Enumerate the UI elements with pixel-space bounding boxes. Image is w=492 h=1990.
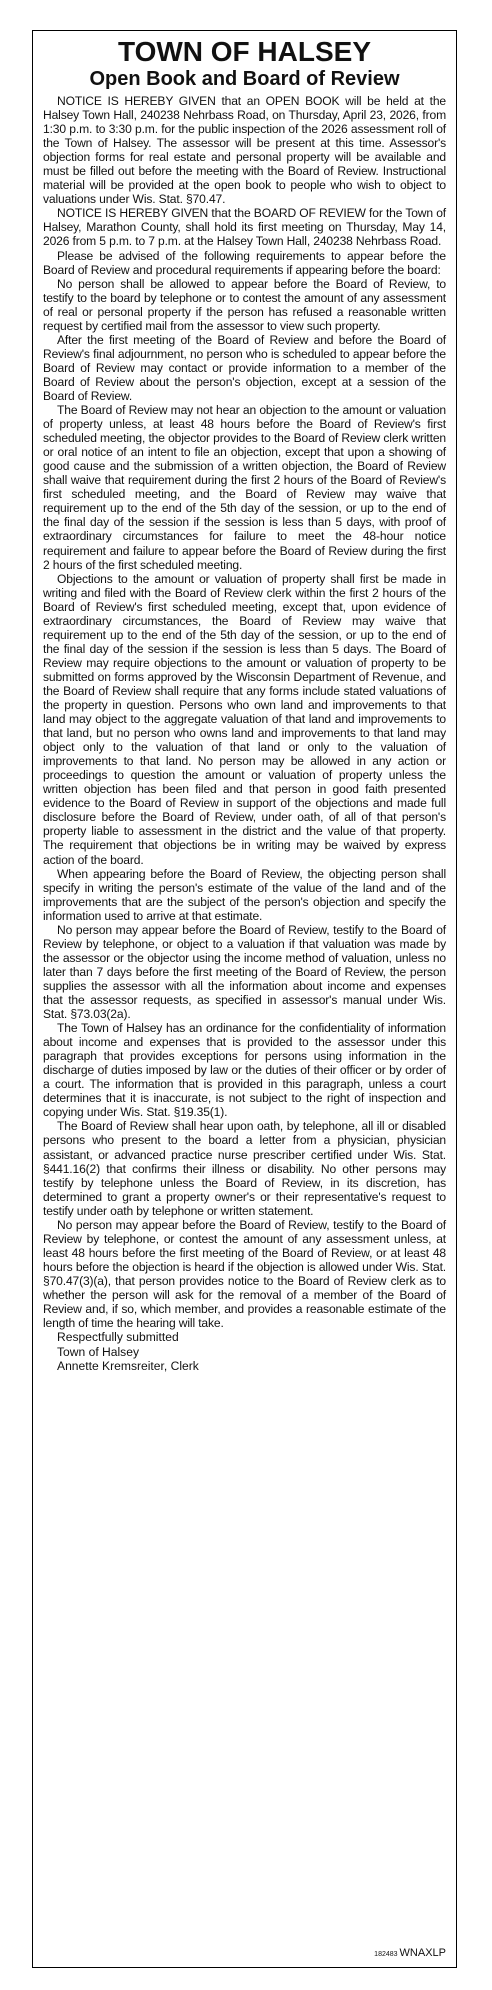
ad-number: 182483 — [374, 1951, 398, 1958]
ad-code: WNAXLP — [399, 1947, 446, 1959]
ad-identifier — [374, 1943, 446, 1961]
paragraph-open-book: NOTICE IS HEREBY GIVEN that an OPEN BOOK will be held at the Halsey Town Hall, 240238 Nehrbass Road, on Thursday, April 23, 2026, from 1:30 p.m. to 3:30 p.m. for the public inspection of the 2026 assessment roll of the Town of Halsey. The assessor will be present at this time. Assessor's objection forms for real estate and personal property will be available and must be filled out before the meeting with the Board of Review. Instructional material will be provided at the open book to people who wish to object to valuations under Wis. Stat. §70.47. — [43, 94, 446, 207]
paragraph-board-of-review: NOTICE IS HEREBY GIVEN that the BOARD OF REVIEW for the Town of Halsey, Marathon County, shall hold its first meeting on Thursday, May 14, 2026 from 5 p.m. to 7 p.m. at the Halsey Town Hall, 240238 Nehrbass Road. — [43, 206, 446, 249]
paragraph-48-hour-notice: The Board of Review may not hear an objection to the amount or valuation of property unless, at least 48 hours before the Board of Review's first scheduled meeting, the objector provides to the Board of Review clerk written or oral notice of an intent to file an objection, except that upon a showing of good cause and the submission of a written objection, the Board of Review shall waive that requirement during the first 2 hours of the Board of Review's first scheduled meeting, and the Board of Review may waive that requirement up to the end of the 5th day of the session, or up to the end of the final day of the session if the session is less than 5 days, with proof of extraordinary circumstances for failure to meet the 48-hour notice requirement and failure to appear before the Board of Review during the first 2 hours of the first scheduled meeting. — [43, 403, 446, 572]
paragraph-removal-of-member: No person may appear before the Board of Review, testify to the Board of Review by telephone, or contest the amount of any assessment unless, at least 48 hours before the first meeting of the Board of Review, or at least 48 hours before the objection is heard if the objection is allowed under Wis. Stat. §70.47(3)(a), that person provides notice to the Board of Review clerk as to whether the person will ask for the removal of a member of the Board of Review and, if so, which member, and provides a reasonable estimate of the length of time the hearing will take. — [43, 1217, 446, 1331]
notice-subtitle: Open Book and Board of Review — [89, 68, 400, 90]
notice-title: TOWN OF HALSEY — [117, 36, 372, 67]
paragraph-estimate-of-value: When appearing before the Board of Review, the objecting person shall specify in writing the person's estimate of the value of the land and of the improvements that are the subject of the person's objection and specify the information used to arrive at that estimate. — [43, 866, 446, 923]
signature-block — [43, 1330, 446, 1374]
paragraph-requirements-intro: Please be advised of the following requirements to appear before the Board of Review and procedural requirements if appearing before the board: — [43, 248, 446, 277]
paragraph-telephone-testimony: The Board of Review shall hear upon oath, by telephone, all ill or disabled persons who present to the board a letter from a physician, physician assistant, or advanced practice nurse prescriber certified under Wis. Stat. §441.16(2) that confirms their illness or disability. No other persons may testify by telephone unless the Board of Review, in its discretion, has determined to grant a property owner's or their representative's request to testify under oath by telephone or written statement. — [43, 1119, 446, 1218]
signature-clerk: Annette Kremsreiter, Clerk — [57, 1359, 199, 1374]
legal-notice — [32, 30, 457, 1968]
notice-body — [43, 94, 446, 1330]
paragraph-written-objections: Objections to the amount or valuation of property shall first be made in writing and filed with the Board of Review clerk within the first 2 hours of the Board of Review's first scheduled meeting, except that, upon evidence of extraordinary circumstances, the Board of Review may waive that requirement up to the end of the 5th day of the session, or up to the end of the final day of the session if the session is less than 5 days. The Board of Review may require objections to the amount or valuation of property to be submitted on forms approved by the Wisconsin Department of Revenue, and the Board of Review shall require that any forms include stated valuations of the property in question. Persons who own land and improvements to that land may object to the aggregate valuation of that land and improvements to that land, but no person who owns land and improvements to that land may object only to the valuation of that land or only to the valuation of improvements to that land. No person may be allowed in any action or proceedings to question the amount or valuation of property unless the written objection has been filed and that person in good faith presented evidence to the Board of Review in support of the objections and made full disclosure before the Board of Review, under oath, of all of that person's property liable to assessment in the district and the value of that property. The requirement that objections be in writing may be waived by express action of the board. — [43, 571, 446, 867]
paragraph-no-contact: After the first meeting of the Board of Review and before the Board of Review's final adjournment, no person who is scheduled to appear before the Board of Review may contact or provide information to a member of the Board of Review about the person's objection, except at a session of the Board of Review. — [43, 332, 446, 403]
paragraph-income-method: No person may appear before the Board of Review, testify to the Board of Review by telephone, or object to a valuation if that valuation was made by the assessor or the objector using the income method of valuation, unless no later than 7 days before the first meeting of the Board of Review, the person supplies the assessor with all the information about income and expenses that the assessor requests, as specified in assessor's manual under Wis. Stat. §73.03(2a). — [43, 922, 446, 1022]
paragraph-view-property: No person shall be allowed to appear before the Board of Review, to testify to the board by telephone or to contest the amount of any assessment of real or personal property if the person has refused a reasonable written request by certified mail from the assessor to view such property. — [43, 276, 446, 333]
signature-closing: Respectfully submitted — [57, 1330, 179, 1345]
signature-town: Town of Halsey — [57, 1344, 140, 1359]
paragraph-confidentiality: The Town of Halsey has an ordinance for the confidentiality of information about income and expenses that is provided to the assessor under this paragraph that provides exceptions for persons using information in the discharge of duties imposed by law or the duties of their officer or by order of a court. The information that is provided in this paragraph, unless a court determines that it is inaccurate, is not subject to the right of inspection and copying under Wis. Stat. §19.35(1). — [43, 1021, 446, 1120]
